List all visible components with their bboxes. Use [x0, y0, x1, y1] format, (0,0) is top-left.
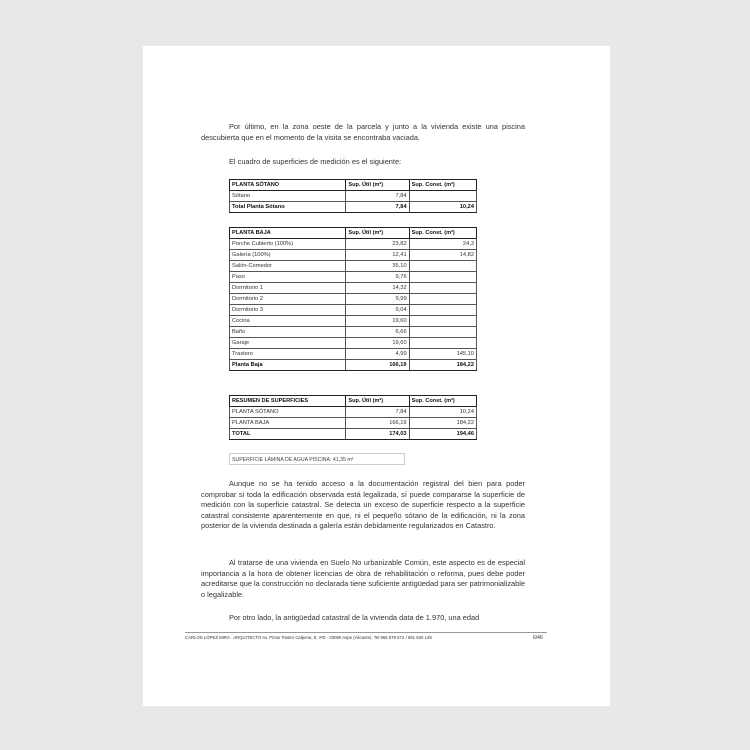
table-header-row — [230, 180, 477, 191]
cell-util: 166,19 — [346, 360, 409, 371]
cell-const: 184,22 — [409, 360, 476, 371]
header-cell: Sup. Const. (m²) — [409, 228, 476, 239]
cell-const: 145,10 — [409, 349, 476, 360]
table-row — [230, 294, 477, 305]
cell-name: PLANTA SÓTANO — [230, 407, 346, 418]
table-header-row — [230, 396, 477, 407]
cell-util: 7,84 — [346, 407, 409, 418]
cell-const — [409, 316, 476, 327]
cell-const: 184,22 — [409, 418, 476, 429]
cell-const — [409, 191, 476, 202]
cell-name: Dormitorio 2 — [230, 294, 346, 305]
pool-surface-note: SUPERFICIE LÁMINA DE AGUA PISCINA: 41,35 m² — [229, 453, 405, 465]
cell-util: 19,60 — [346, 338, 409, 349]
cell-const — [409, 294, 476, 305]
table-row — [230, 272, 477, 283]
cell-name: PLANTA BAJA — [230, 418, 346, 429]
cell-util: 23,82 — [346, 239, 409, 250]
table-resumen-superficies — [229, 395, 477, 440]
table-row — [230, 283, 477, 294]
cell-name: Dormitorio 3 — [230, 305, 346, 316]
cell-name: Paso — [230, 272, 346, 283]
document-page — [143, 46, 610, 706]
table-row — [230, 316, 477, 327]
table-planta-sotano — [229, 179, 477, 213]
cell-const — [409, 338, 476, 349]
cell-util: 7,84 — [346, 191, 409, 202]
cell-util: 9,76 — [346, 272, 409, 283]
table-total-row — [230, 429, 477, 440]
cell-util: 14,32 — [346, 283, 409, 294]
table-total-row — [230, 202, 477, 213]
cell-const — [409, 272, 476, 283]
cell-const — [409, 283, 476, 294]
table-row — [230, 250, 477, 261]
table-row — [230, 338, 477, 349]
cell-const: 10,24 — [409, 407, 476, 418]
cell-name: Planta Baja — [230, 360, 346, 371]
table-row — [230, 239, 477, 250]
cell-name: Baño — [230, 327, 346, 338]
cell-util: 35,10 — [346, 261, 409, 272]
cell-name: Cocina — [230, 316, 346, 327]
cell-name: Porche Cubierto (100%) — [230, 239, 346, 250]
table-row — [230, 191, 477, 202]
table-row — [230, 418, 477, 429]
cell-util: 9,04 — [346, 305, 409, 316]
cell-util: 9,99 — [346, 294, 409, 305]
cell-util: 6,66 — [346, 327, 409, 338]
page-number: 6/46 — [533, 635, 543, 641]
cell-name: Galería (100%) — [230, 250, 346, 261]
cell-name: Dormitorio 1 — [230, 283, 346, 294]
header-cell: Sup. Útil (m²) — [346, 180, 409, 191]
cell-util: 19,60 — [346, 316, 409, 327]
header-cell: Sup. Const. (m²) — [409, 396, 476, 407]
header-cell: PLANTA BAJA — [230, 228, 346, 239]
table-header-row — [230, 228, 477, 239]
header-cell: Sup. Const. (m²) — [409, 180, 476, 191]
cell-util: 12,41 — [346, 250, 409, 261]
header-cell: Sup. Útil (m²) — [346, 396, 409, 407]
cell-name: TOTAL — [230, 429, 346, 440]
table-planta-baja — [229, 227, 477, 371]
cell-const: 14,82 — [409, 250, 476, 261]
cell-const: 194,46 — [409, 429, 476, 440]
cell-util: 7,84 — [346, 202, 409, 213]
footer-text: CARLOS LÓPEZ MIRA · ARQUITECTO Av. Pintor Pastor Calpena, 9, 3ºD · 03090 Aspe (Alicante). Tel 965 579 572 / 661 630 149 — [185, 635, 432, 640]
cell-const — [409, 261, 476, 272]
paragraph-antiguedad: Por otro lado, la antigüedad catastral de la vivienda data de 1.970, una edad — [229, 613, 480, 622]
cell-util: 174,03 — [346, 429, 409, 440]
cell-util: 4,99 — [346, 349, 409, 360]
table-total-row — [230, 360, 477, 371]
cell-name: Garaje — [230, 338, 346, 349]
paragraph-pool: Por último, en la zona oeste de la parcela y junto a la vivienda existe una piscina descubierta que en el momento de la visita se encontraba vaciada. — [201, 122, 525, 142]
table-row — [230, 305, 477, 316]
cell-util: 166,19 — [346, 418, 409, 429]
cell-name: Trastero — [230, 349, 346, 360]
header-cell: RESUMEN DE SUPERFICIES — [230, 396, 346, 407]
cell-const — [409, 327, 476, 338]
table-row — [230, 261, 477, 272]
table-row — [230, 327, 477, 338]
table-intro: El cuadro de superficies de medición es el siguiente: — [229, 157, 402, 166]
cell-const: 10,24 — [409, 202, 476, 213]
footer-divider — [185, 632, 547, 633]
cell-name: Sótano — [230, 191, 346, 202]
table-row — [230, 407, 477, 418]
cell-const — [409, 305, 476, 316]
header-cell: PLANTA SÓTANO — [230, 180, 346, 191]
cell-const: 24,3 — [409, 239, 476, 250]
table-row — [230, 349, 477, 360]
paragraph-legalization: Aunque no se ha tenido acceso a la documentación registral del bien para poder comprobar si toda la edificación observada está legalizada, sí puede compararse la superficie de medición con la superficie catastral. Se detecta un exceso de superficie respecto a la superficie catastral consistente aparentemente en que, ni el pequeño sótano de la edificación, ni la zona posterior de la vivienda destinada a galería están debidamente regularizados en Catastro. — [201, 479, 525, 531]
cell-name: Salón-Comedor — [230, 261, 346, 272]
header-cell: Sup. Útil (m²) — [346, 228, 409, 239]
cell-name: Total Planta Sótano — [230, 202, 346, 213]
paragraph-suelo: Al tratarse de una vivienda en Suelo No urbanizable Común, este aspecto es de especial importancia a la hora de obtener licencias de obra de rehabilitación o reforma, pues debe poder acreditarse que la construcción no declarada tiene suficiente antigüedad para ser patrimonializable o legalizable. — [201, 558, 525, 599]
